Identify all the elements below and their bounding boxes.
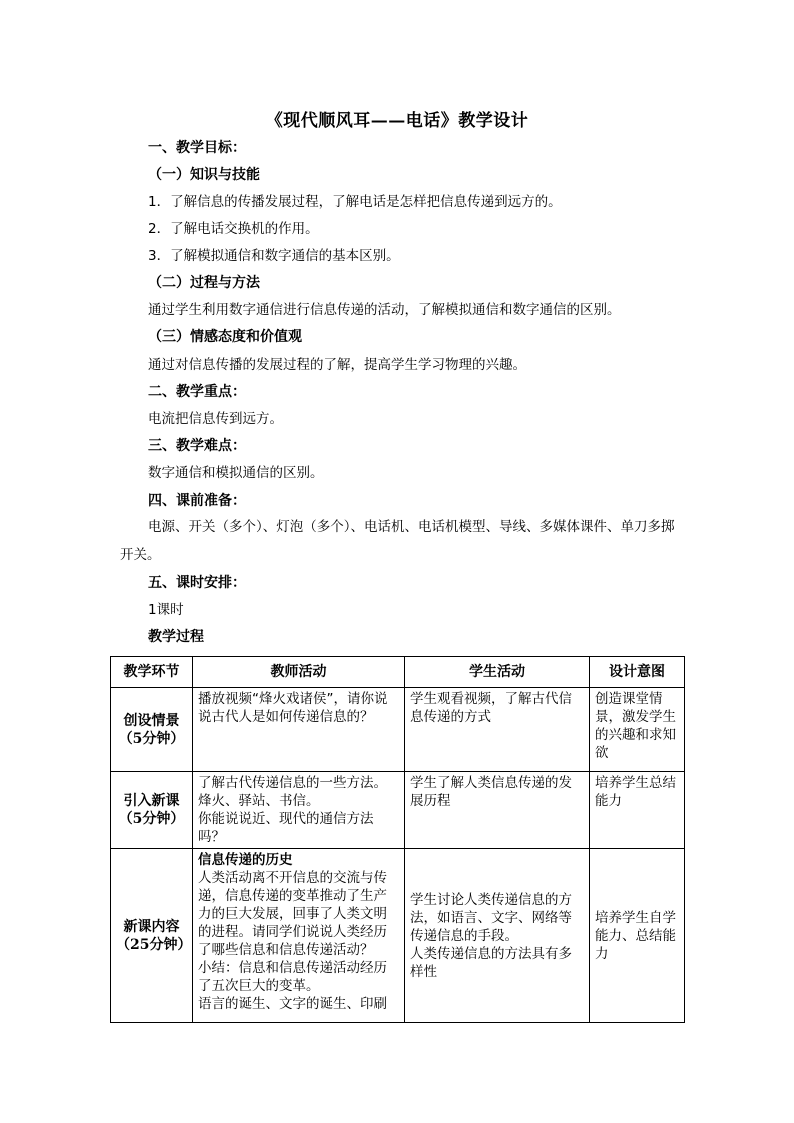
- teacher-line: 烽火、驿站、书信。: [198, 793, 320, 809]
- prep-text: 电源、开关（多个）、灯泡（多个）、电话机、电话机模型、导线、多媒体课件、单刀多掷开关。: [120, 519, 675, 563]
- teacher-activity: [193, 772, 405, 849]
- teacher-line: 播放视频“烽火戏诸侯”，请你说说古代人是如何传递信息的？: [198, 691, 388, 725]
- teacher-subheading: 信息传递的历史: [198, 852, 293, 868]
- design-intent: 创造课堂情景，激发学生的兴趣和求知欲: [590, 688, 685, 772]
- prep-heading: 四、课前准备：: [148, 493, 246, 509]
- header-teacher: 教师活动: [193, 657, 405, 688]
- student-activity: 学生观看视频，了解古代信息传递的方式: [405, 688, 590, 772]
- stage-cell: [111, 688, 193, 772]
- key-heading: 二、教学重点：: [148, 384, 246, 400]
- teacher-line: 小结：信息和信息传递活动经历了五次巨大的变革。: [198, 960, 387, 994]
- lesson-process-table: [110, 656, 685, 1023]
- header-student: 学生活动: [405, 657, 590, 688]
- process-text: 通过学生利用数字通信进行信息传递的活动，了解模拟通信和数字通信的区别。: [148, 302, 621, 318]
- student-line: 人类传递信息的方法具有多样性: [410, 945, 572, 980]
- process-heading: （二）过程与方法: [148, 275, 260, 291]
- teacher-line: 了解古代传递信息的一些方法。: [198, 775, 387, 791]
- knowledge-item: 2．了解电话交换机的作用。: [148, 221, 319, 237]
- stage-time: （25分钟）: [116, 936, 192, 953]
- table-row: [111, 772, 685, 849]
- stage-name: 创设情景: [123, 712, 180, 729]
- table-row: [111, 849, 685, 1023]
- header-stage: 教学环节: [111, 657, 193, 688]
- student-activity: [405, 849, 590, 1023]
- design-intent: 培养学生总结能力: [590, 772, 685, 849]
- knowledge-item: 3．了解模拟通信和数字通信的基本区别。: [148, 248, 400, 264]
- difficulty-text: 数字通信和模拟通信的区别。: [148, 465, 324, 481]
- difficulty-heading: 三、教学难点：: [148, 438, 246, 454]
- document-title: 《现代顺风耳——电话》教学设计: [265, 111, 529, 131]
- design-intent: 培养学生自学能力、总结能力: [590, 849, 685, 1023]
- stage-cell: [111, 849, 193, 1023]
- process-title: 教学过程: [148, 629, 204, 645]
- teacher-line: 人类活动离不开信息的交流与传递，信息传递的变革推动了生产力的巨大发展，回事了人类文明的进程。请同学们说说人类经历了哪些信息和信息传递活动？: [198, 870, 387, 958]
- table-header-row: [111, 657, 685, 688]
- teacher-activity: [193, 688, 405, 772]
- schedule-text: 1课时: [148, 602, 184, 618]
- emotion-text: 通过对信息传播的发展过程的了解，提高学生学习物理的兴趣。: [148, 357, 526, 373]
- header-intent: 设计意图: [590, 657, 685, 688]
- emotion-heading: （三）情感态度和价值观: [148, 329, 302, 345]
- stage-time: （5分钟）: [118, 811, 185, 827]
- stage-name: 新课内容: [123, 918, 180, 935]
- teacher-line: 语言的诞生、文字的诞生、印刷: [198, 996, 387, 1012]
- knowledge-heading: （一）知识与技能: [148, 167, 260, 183]
- stage-cell: [111, 772, 193, 849]
- teacher-activity: [193, 849, 405, 1023]
- goals-heading: 一、教学目标：: [148, 140, 246, 156]
- stage-time: （5分钟）: [118, 730, 185, 747]
- table-row: [111, 688, 685, 772]
- stage-name: 引入新课: [123, 793, 180, 809]
- key-text: 电流把信息传到远方。: [148, 411, 283, 427]
- student-line: 学生讨论人类传递信息的方法，如语言、文字、网络等传递信息的手段。: [410, 891, 572, 944]
- knowledge-item: 1．了解信息的传播发展过程，了解电话是怎样把信息传递到远方的。: [148, 194, 562, 210]
- student-activity: 学生了解人类信息传递的发展历程: [405, 772, 590, 849]
- schedule-heading: 五、课时安排：: [148, 575, 246, 591]
- teacher-line: 你能说说近、现代的通信方法吗？: [198, 811, 374, 845]
